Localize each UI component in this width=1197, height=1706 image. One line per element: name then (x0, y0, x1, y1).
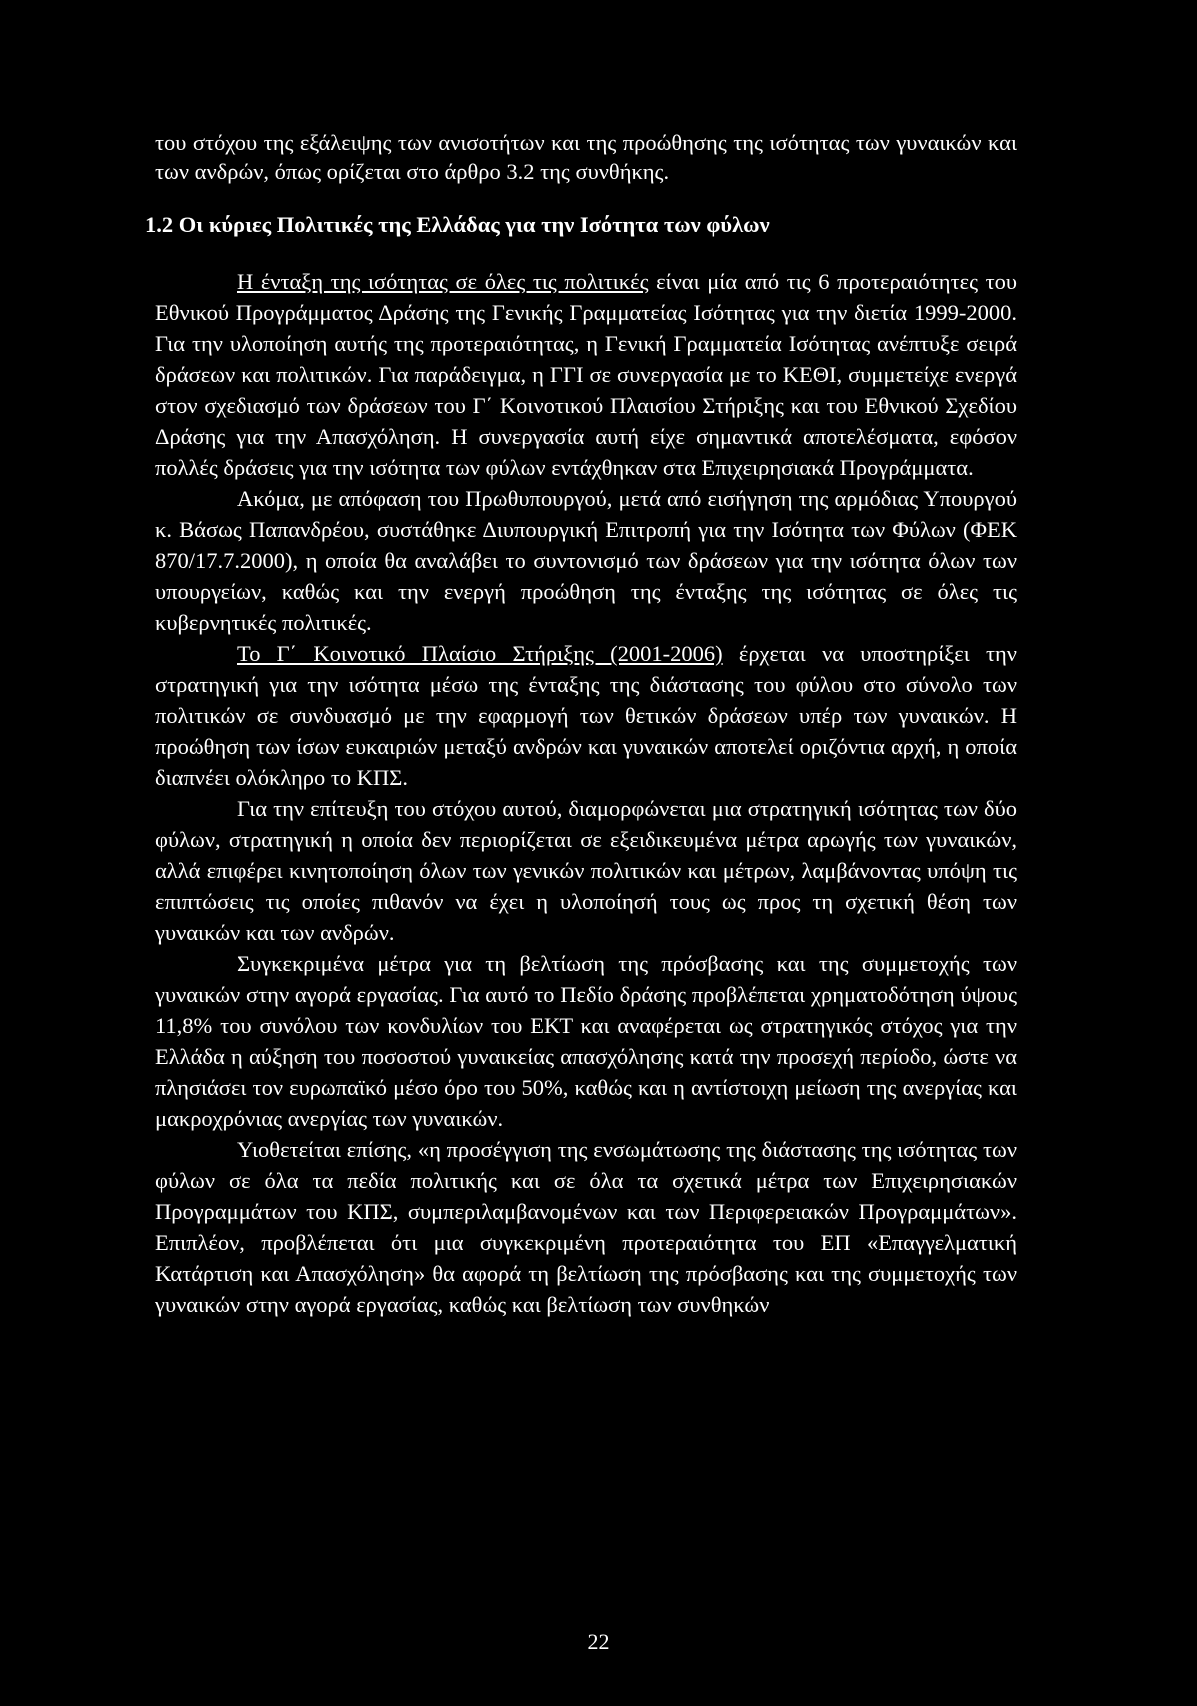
underlined-phrase-csf: Το Γ΄ Κοινοτικό Πλαίσιο Στήριξης (2001-2006) (237, 641, 723, 666)
paragraph-community-support-framework (155, 638, 1017, 793)
paragraph-mainstreaming (155, 266, 1017, 483)
paragraph-adoption: Υιοθετείται επίσης, «η προσέγγιση της ενσωμάτωσης της διάστασης της ισότητας των φύλων σε όλα τα πεδία πολιτικής και σε όλα τα σχετικά μέτρα των Επιχειρησιακών Προγραμμάτων του ΚΠΣ, συμπεριλαμβανομένων και των Περιφερειακών Προγραμμάτων». Επιπλέον, προβλέπεται ότι μια συγκεκριμένη προτεραιότητα του ΕΠ «Επαγγελματική Κατάρτιση και Απασχόληση» θα αφορά τη βελτίωση της πρόσβασης και της συμμετοχής των γυναικών στην αγορά εργασίας, καθώς και βελτίωση των συνθηκών (155, 1137, 1017, 1317)
document-page (145, 128, 1017, 1320)
paragraph-interministerial-committee: Ακόμα, με απόφαση του Πρωθυπουργού, μετά από εισήγηση της αρμόδιας Υπουργού κ. Βάσως Παπανδρέου, συστάθηκε Διυπουργική Επιτροπή για την Ισότητα των Φύλων (ΦΕΚ 870/17.7.2000), η οποία θα αναλάβει το συντονισμό των δράσεων για την ισότητα όλων των υπουργείων, καθώς και την ενεργή προώθηση της ένταξης της ισότητας σε όλες τις κυβερνητικές πολιτικές. (155, 486, 1017, 635)
page-number: 22 (587, 1629, 610, 1654)
underlined-phrase-mainstreaming: Η ένταξη της ισότητας σε όλες τις πολιτικές (237, 269, 649, 294)
paragraph-strategy: Για την επίτευξη του στόχου αυτού, διαμορφώνεται μια στρατηγική ισότητας των δύο φύλων, στρατηγική η οποία δεν περιορίζεται σε εξειδικευμένα μέτρα αρωγής των γυναικών, αλλά επιφέρει κινητοποίηση όλων των γενικών πολιτικών και μέτρων, λαμβάνοντας υπόψη τις επιπτώσεις τις οποίες πιθανόν να έχει η υλοποίησή τους ως προς τη σχετική θέση των γυναικών και των ανδρών. (155, 796, 1017, 945)
section-heading: 1.2 Οι κύριες Πολιτικές της Ελλάδας για την Ισότητα των φύλων (145, 212, 770, 237)
paragraph-csf-text: έρχεται να υποστηρίξει την στρατηγική για την ισότητα μέσω της ένταξης της διάστασης του φύλου στο σύνολο των πολιτικών σε συνδυασμό με την εφαρμογή των θετικών δράσεων υπέρ των γυναικών. Η προώθηση των ίσων ευκαιριών μεταξύ ανδρών και γυναικών αποτελεί οριζόντια αρχή, η οποία διαπνέει ολόκληρο το ΚΠΣ. (155, 641, 1017, 790)
paragraph-mainstreaming-text: είναι μία από τις 6 προτεραιότητες του Εθνικού Προγράμματος Δράσης της Γενικής Γραμματείας Ισότητας για την διετία 1999-2000. Για την υλοποίηση αυτής της προτεραιότητας, η Γενική Γραμματεία Ισότητας ανέπτυξε σειρά δράσεων και πολιτικών. Για παράδειγμα, η ΓΓΙ σε συνεργασία με το ΚΕΘΙ, συμμετείχε ενεργά στον σχεδιασμό των δράσεων του Γ΄ Κοινοτικού Πλαισίου Στήριξης και του Εθνικού Σχεδίου Δράσης για την Απασχόληση. Η συνεργασία αυτή είχε σημαντικά αποτελέσματα, εφόσον πολλές δράσεις για την ισότητα των φύλων εντάχθηκαν στα Επιχειρησιακά Προγράμματα. (155, 269, 1017, 480)
paragraph-specific-measures: Συγκεκριμένα μέτρα για τη βελτίωση της πρόσβασης και της συμμετοχής των γυναικών στην αγορά εργασίας. Για αυτό το Πεδίο δράσης προβλέπεται χρηματοδότηση ύψους 11,8% του συνόλου των κονδυλίων του ΕΚΤ και αναφέρεται ως στρατηγικός στόχος για την Ελλάδα η αύξηση του ποσοστού γυναικείας απασχόλησης κατά την προσεχή περίοδο, ώστε να πλησιάσει τον ευρωπαϊκό μέσο όρο του 50%, καθώς και η αντίστοιχη μείωση της ανεργίας και μακροχρόνιας ανεργίας των γυναικών. (155, 951, 1017, 1131)
section-body (155, 266, 1017, 1320)
intro-paragraph: του στόχου της εξάλειψης των ανισοτήτων και της προώθησης της ισότητας των γυναικών και των ανδρών, όπως ορίζεται στο άρθρο 3.2 της συνθήκης. (155, 130, 1017, 184)
